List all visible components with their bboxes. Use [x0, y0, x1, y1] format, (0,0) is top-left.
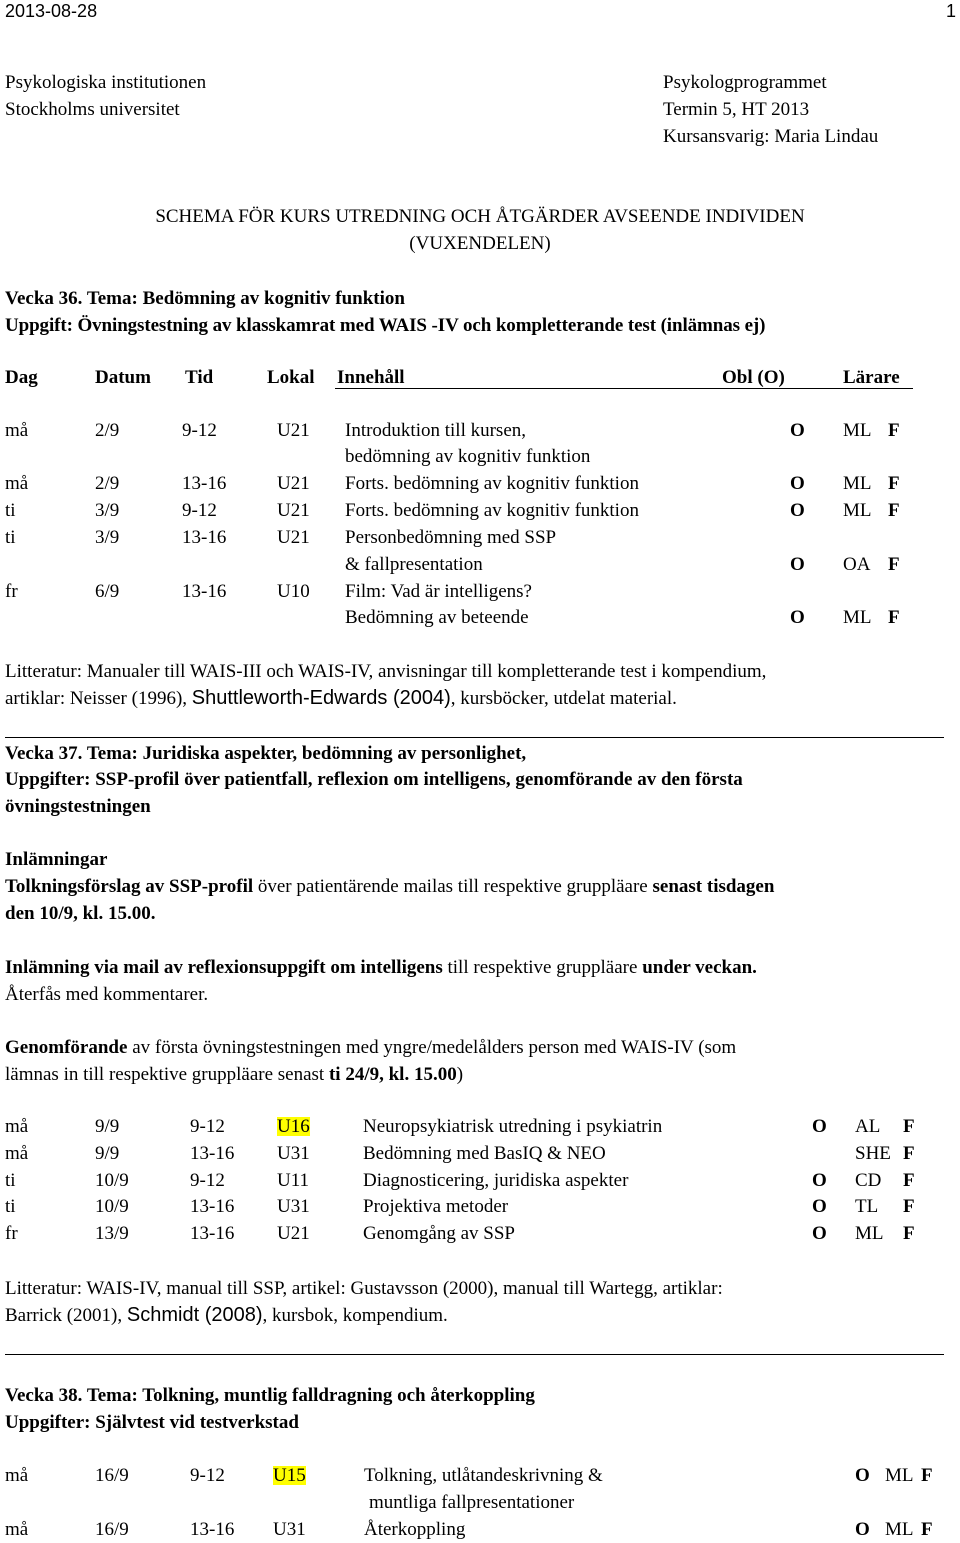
- p3-close: ): [456, 1064, 464, 1085]
- week37-tasks-line1: Uppgifter: SSP-profil över patientfall, reflexion om intelligens, genomförande av den första: [5, 769, 743, 790]
- cell-larare: ML: [843, 500, 872, 521]
- cell-lokal: U16: [277, 1116, 310, 1137]
- cell-obl: O: [790, 554, 805, 575]
- cell-dag: ti: [5, 527, 16, 548]
- cell-innehall: & fallpresentation: [345, 554, 483, 575]
- cell-f: F: [888, 607, 900, 628]
- cell-tid: 13-16: [190, 1519, 235, 1540]
- cell-dag: må: [5, 473, 29, 494]
- cell-larare: AL: [855, 1116, 881, 1137]
- cell-larare: OA: [843, 554, 871, 575]
- cell-lokal: U11: [277, 1170, 310, 1191]
- cell-obl: O: [855, 1519, 870, 1540]
- cell-obl: O: [855, 1465, 870, 1486]
- cell-innehall: Neuropsykiatrisk utredning i psykiatrin: [363, 1116, 663, 1137]
- cell-dag: må: [5, 420, 29, 441]
- cell-dag: må: [5, 1143, 29, 1164]
- lit-text-end: , kursböcker, utdelat material.: [450, 688, 677, 709]
- cell-larare: ML: [885, 1519, 914, 1540]
- cell-tid: 9-12: [190, 1170, 225, 1191]
- cell-larare: ML: [843, 607, 872, 628]
- cell-innehall: Genomgång av SSP: [363, 1223, 515, 1244]
- cell-datum: 3/9: [95, 500, 120, 521]
- cell-f: F: [921, 1465, 933, 1486]
- page-number: 1: [946, 1, 957, 21]
- cell-f: F: [903, 1143, 915, 1164]
- cell-lokal: U31: [277, 1196, 310, 1217]
- col-dag: Dag: [5, 367, 38, 388]
- cell-innehall: Bedömning med BasIQ & NEO: [363, 1143, 606, 1164]
- cell-lokal: U21: [277, 500, 310, 521]
- submission-3-line1: [5, 1038, 736, 1057]
- cell-datum: 16/9: [95, 1465, 129, 1486]
- cell-lokal: U10: [277, 581, 310, 602]
- lit-text: artiklar: Neisser (1996),: [5, 688, 192, 709]
- submission-1-line2: den 10/9, kl. 15.00.: [5, 903, 156, 924]
- program-name: Psykologprogrammet: [663, 72, 827, 93]
- cell-obl: O: [790, 607, 805, 628]
- col-datum: Datum: [95, 367, 151, 388]
- cell-dag: ti: [5, 500, 16, 521]
- university-name: Stockholms universitet: [5, 99, 180, 120]
- cell-innehall: Forts. bedömning av kognitiv funktion: [345, 500, 639, 521]
- cell-tid: 13-16: [190, 1143, 235, 1164]
- cell-datum: 6/9: [95, 581, 120, 602]
- p1-text: över patientärende mailas till respektive gruppläare: [253, 876, 653, 897]
- cell-datum: 10/9: [95, 1196, 129, 1217]
- cell-innehall: Film: Vad är intelligens?: [345, 581, 532, 602]
- cell-larare: ML: [843, 473, 872, 494]
- term-info: Termin 5, HT 2013: [663, 99, 810, 120]
- cell-tid: 13-16: [190, 1223, 235, 1244]
- cell-larare: ML: [885, 1465, 914, 1486]
- cell-lokal: U31: [273, 1519, 306, 1540]
- cell-larare: ML: [843, 420, 872, 441]
- week37-label: Vecka 37.: [5, 743, 87, 764]
- cell-innehall: Introduktion till kursen,: [345, 420, 527, 441]
- cell-tid: 13-16: [182, 527, 227, 548]
- p3-deadline: ti 24/9, kl. 15.00: [328, 1064, 457, 1085]
- cell-tid: 13-16: [182, 473, 227, 494]
- cell-f: F: [903, 1196, 915, 1217]
- cell-obl: O: [790, 420, 805, 441]
- submissions-heading: Inlämningar: [5, 849, 108, 870]
- divider-week37: [5, 1354, 944, 1355]
- cell-obl: O: [812, 1170, 827, 1191]
- cell-larare: TL: [855, 1196, 879, 1217]
- cell-innehall: bedömning av kognitiv funktion: [345, 446, 591, 467]
- cell-obl: O: [812, 1196, 827, 1217]
- p3-text2: lämnas in till respektive gruppläare senast: [5, 1064, 329, 1085]
- week38-task: Uppgifter: Självtest vid testverkstad: [5, 1412, 299, 1433]
- cell-f: F: [921, 1519, 933, 1540]
- submission-2-line1: [5, 958, 757, 977]
- cell-obl: O: [812, 1116, 827, 1137]
- cell-tid: 9-12: [190, 1116, 225, 1137]
- cell-lokal: U15: [273, 1465, 306, 1486]
- cell-tid: 9-12: [182, 500, 217, 521]
- cell-datum: 2/9: [95, 420, 120, 441]
- cell-dag: må: [5, 1116, 29, 1137]
- week36-literature-line1: Litteratur: Manualer till WAIS-III och WAIS-IV, anvisningar till kompletterande test i kompendium,: [5, 661, 767, 682]
- cell-dag: fr: [5, 1223, 18, 1244]
- cell-tid: 9-12: [190, 1465, 225, 1486]
- divider-week36: [5, 737, 944, 738]
- cell-f: F: [903, 1116, 915, 1137]
- cell-f: F: [888, 473, 900, 494]
- cell-lokal: U21: [277, 527, 310, 548]
- cell-larare: ML: [855, 1223, 884, 1244]
- cell-dag: må: [5, 1465, 29, 1486]
- cell-obl: O: [790, 500, 805, 521]
- header-underline: [335, 388, 913, 389]
- lit-citation: Schmidt (2008): [126, 1304, 263, 1326]
- col-larare: Lärare: [843, 367, 900, 388]
- cell-lokal: U21: [277, 420, 310, 441]
- cell-lokal: U21: [277, 1223, 310, 1244]
- p3-text: av första övningstestningen med yngre/medelålders person med WAIS-IV (som: [127, 1037, 737, 1058]
- cell-lokal: U31: [277, 1143, 310, 1164]
- cell-obl: O: [812, 1223, 827, 1244]
- submission-2-line2: Återfås med kommentarer.: [5, 984, 209, 1005]
- p2-bold: Inlämning via mail av reflexionsuppgift om intelligens: [5, 957, 443, 978]
- p1-deadline: senast tisdagen: [652, 876, 775, 897]
- week37-literature-line2: [5, 1305, 448, 1325]
- cell-innehall: Tolkning, utlåtandeskrivning &: [364, 1465, 603, 1486]
- cell-f: F: [888, 554, 900, 575]
- cell-innehall: Forts. bedömning av kognitiv funktion: [345, 473, 639, 494]
- cell-f: F: [903, 1223, 915, 1244]
- cell-innehall: Bedömning av beteende: [345, 607, 529, 628]
- week37-heading: [5, 744, 526, 763]
- course-responsible: Kursansvarig: Maria Lindau: [663, 126, 879, 147]
- lit-citation: Shuttleworth-Edwards (2004): [191, 687, 451, 709]
- week37-tasks-line2: övningstestningen: [5, 796, 151, 817]
- week36-task: Uppgift: Övningstestning av klasskamrat med WAIS -IV och kompletterande test (inlämnas ej): [5, 315, 766, 336]
- cell-innehall: Återkoppling: [364, 1519, 466, 1540]
- col-tid: Tid: [185, 367, 214, 388]
- week37-theme: Tema: Juridiska aspekter, bedömning av personlighet,: [86, 743, 527, 764]
- cell-datum: 13/9: [95, 1223, 129, 1244]
- cell-f: F: [888, 420, 900, 441]
- p2-deadline: under veckan.: [642, 957, 757, 978]
- col-innehall: Innehåll: [337, 367, 405, 388]
- page-date: 2013-08-28: [5, 1, 98, 21]
- cell-larare: SHE: [855, 1143, 891, 1164]
- cell-tid: 9-12: [182, 420, 217, 441]
- cell-datum: 2/9: [95, 473, 120, 494]
- cell-tid: 13-16: [190, 1196, 235, 1217]
- cell-innehall: Projektiva metoder: [363, 1196, 509, 1217]
- p2-text: till respektive gruppläare: [442, 957, 643, 978]
- week36-literature-line2: [5, 688, 677, 708]
- cell-lokal: U21: [277, 473, 310, 494]
- lit-text: Barrick (2001),: [5, 1305, 127, 1326]
- cell-f: F: [903, 1170, 915, 1191]
- cell-f: F: [888, 500, 900, 521]
- cell-innehall: Personbedömning med SSP: [345, 527, 557, 548]
- col-obl: Obl (O): [722, 367, 785, 388]
- submission-3-line2: [5, 1065, 463, 1084]
- cell-datum: 9/9: [95, 1143, 120, 1164]
- cell-larare: CD: [855, 1170, 882, 1191]
- document-title: SCHEMA FÖR KURS UTREDNING OCH ÅTGÄRDER AVSEENDE INDIVIDEN: [155, 206, 805, 227]
- cell-dag: ti: [5, 1196, 16, 1217]
- document-subtitle: (VUXENDELEN): [409, 233, 551, 254]
- cell-tid: 13-16: [182, 581, 227, 602]
- lit-text-end: , kursbok, kompendium.: [262, 1305, 448, 1326]
- cell-datum: 9/9: [95, 1116, 120, 1137]
- cell-innehall: muntliga fallpresentationer: [369, 1492, 575, 1513]
- p3-bold: Genomförande: [5, 1037, 128, 1058]
- cell-datum: 10/9: [95, 1170, 129, 1191]
- cell-obl: O: [790, 473, 805, 494]
- p1-bold: Tolkningsförslag av SSP-profil: [5, 876, 254, 897]
- institution-name: Psykologiska institutionen: [5, 72, 207, 93]
- week36-heading: Vecka 36. Tema: Bedömning av kognitiv funktion: [5, 288, 405, 309]
- col-lokal: Lokal: [267, 367, 315, 388]
- cell-innehall: Diagnosticering, juridiska aspekter: [363, 1170, 629, 1191]
- cell-dag: fr: [5, 581, 18, 602]
- cell-dag: ti: [5, 1170, 16, 1191]
- week38-heading: Vecka 38. Tema: Tolkning, muntlig falldragning och återkoppling: [5, 1385, 535, 1406]
- submission-1-line1: [5, 877, 774, 896]
- cell-dag: må: [5, 1519, 29, 1540]
- cell-datum: 3/9: [95, 527, 120, 548]
- cell-datum: 16/9: [95, 1519, 129, 1540]
- week37-literature-line1: Litteratur: WAIS-IV, manual till SSP, artikel: Gustavsson (2000), manual till Wartegg, artiklar:: [5, 1278, 723, 1299]
